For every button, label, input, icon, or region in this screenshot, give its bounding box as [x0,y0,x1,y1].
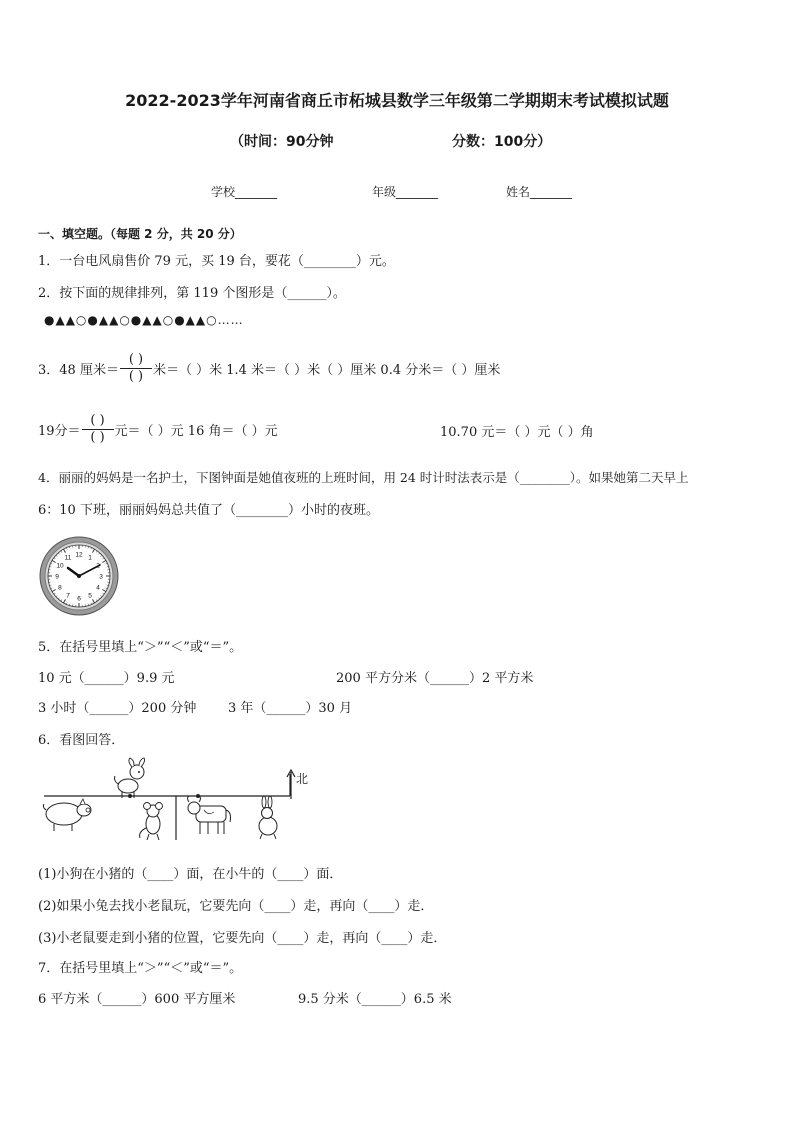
north-arrow-icon [286,768,296,800]
q3-text-a: 3．48 厘米＝ [38,362,119,378]
q3-text-d: 元＝（ ）元 16 角＝（ ）元 [114,423,278,439]
dog-image [114,758,144,798]
dog-position-marker [128,794,132,798]
q3-text-b: 米＝（ ）米 1.4 米＝（ ）米（ ）厘米 0.4 分米＝（ ）厘米 [152,362,501,378]
ox-image [188,796,231,834]
q3-text-e: 10.70 元＝（ ）元（ ）角 [440,425,594,440]
fraction-blank [82,413,114,446]
clock-image [38,535,120,617]
question-3-line-1 [38,346,500,390]
clock-number: 7 [66,592,70,600]
question-1: 1．一台电风扇售价 79 元，买 19 台，要花（________）元。 [38,254,395,269]
clock-number: 1 [88,554,92,562]
question-6-heading: 6．看图回答． [38,733,125,748]
clock-number: 6 [77,595,81,603]
pig-image [43,799,91,831]
shape-pattern: ●▲▲○●▲▲○●▲▲○●▲▲○…… [44,313,244,327]
clock-number: 5 [88,592,92,600]
clock-number: 12 [75,551,83,559]
exam-time: （时间：90分钟 [230,134,334,150]
question-5-b: 200 平方分米（______）2 平方米 [336,671,534,686]
north-label: 北 [296,772,309,786]
clock-number: 4 [96,584,100,592]
question-7-heading: 7．在括号里填上“＞”“＜”或“＝”。 [38,961,243,976]
question-6-part-3: (3)小老鼠要走到小猪的位置，它要先向（____）走，再向（____）走． [38,931,447,946]
animal-map [36,756,316,844]
question-6-part-1: (1)小狗在小猪的（____）面，在小牛的（____）面． [38,867,343,882]
grade-field: 年级_______ [372,185,439,199]
clock-number: 10 [56,562,64,570]
exam-title: 2022-2023学年河南省商丘市柘城县数学三年级第二学期期末考试模拟试题 [125,91,669,110]
clock-center [77,574,81,578]
fraction-blank [120,352,152,385]
clock-number: 3 [99,573,103,581]
fraction-numerator: ( ) [90,412,105,428]
question-7-a: 6 平方米（______）600 平方厘米 [38,992,236,1007]
exam-score: 分数：100分） [452,134,552,150]
fraction-numerator: ( ) [128,351,144,367]
question-5-d: 3 年（______）30 月 [228,701,353,716]
rabbit-image [259,796,277,839]
name-field: 姓名_______ [506,185,573,199]
question-5-heading: 5．在括号里填上“＞”“＜”或“＝”。 [38,640,243,655]
fraction-denominator: ( ) [128,368,144,384]
question-3-line-2 [38,407,278,451]
clock-number: 11 [64,554,72,562]
q3-text-c: 19分＝ [38,423,81,439]
fraction-denominator: ( ) [90,429,105,445]
question-5-a: 10 元（______）9.9 元 [38,671,175,686]
question-2: 2．按下面的规律排列，第 119 个图形是（______）。 [38,286,346,301]
ox-position-marker [196,794,200,798]
clock-number: 9 [55,573,59,581]
question-7-b: 9.5 分米（______）6.5 米 [298,992,452,1007]
question-5-c: 3 小时（______）200 分钟 [38,701,197,716]
school-field: 学校_______ [211,185,278,199]
mouse-image [140,803,163,841]
question-6-part-2: (2)如果小兔去找小老鼠玩，它要先向（____）走，再向（____）走． [38,899,434,914]
question-4-line-1: 4．丽丽的妈妈是一名护士，下图钟面是她值夜班的上班时间，用 24 时计时法表示是（________）。如果她第二天早上 [38,470,689,485]
section-heading: 一、填空题。（每题 2 分，共 20 分） [38,227,242,241]
clock-number: 8 [58,584,62,592]
question-4-line-2: 6：10 下班，丽丽妈妈总共值了（________）小时的夜班。 [38,503,379,518]
